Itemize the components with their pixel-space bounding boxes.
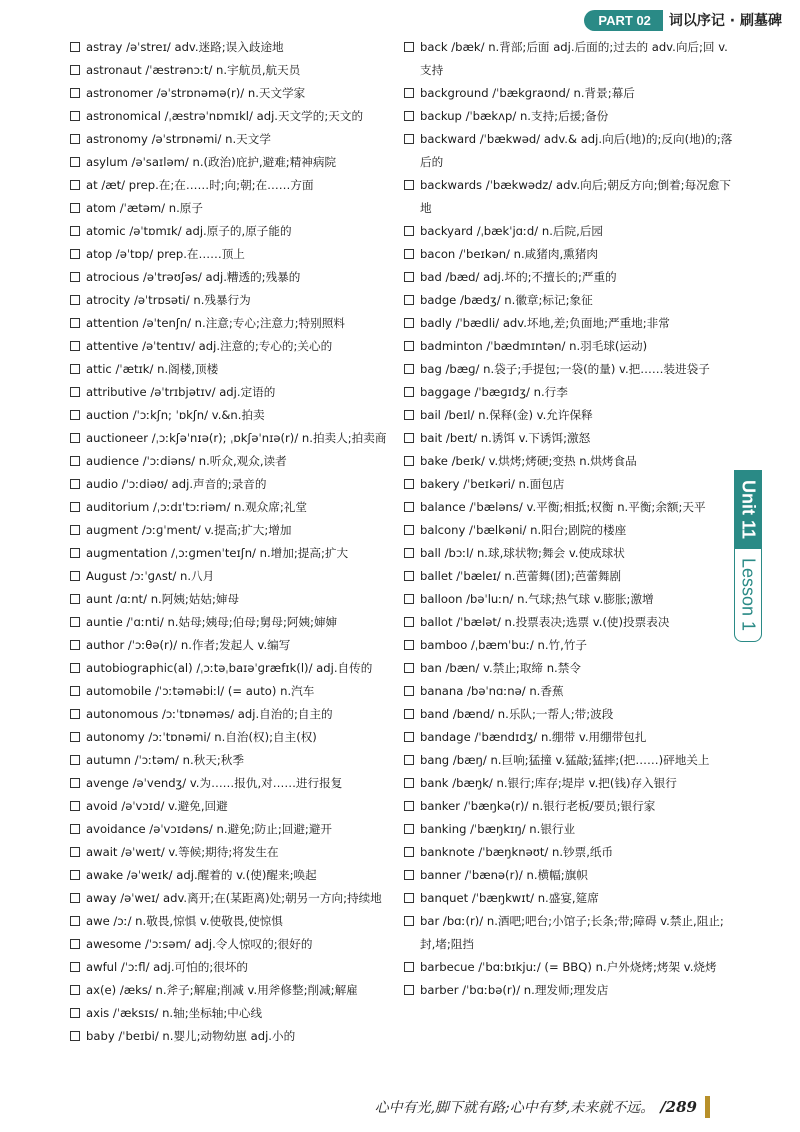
vocab-entry-text: audience /ˈɔːdiəns/ n.听众,观众,读者 [86,454,287,468]
vocab-entry-text: bacon /ˈbeɪkən/ n.咸猪肉,熏猪肉 [420,247,598,261]
vocab-entry-text: awake /əˈweɪk/ adj.醒着的 v.(使)醒来;唤起 [86,868,317,882]
vocab-entry [70,657,415,680]
vocab-entry [70,680,415,703]
vocab-entry [404,542,734,565]
vocab-entry-text: ballot /ˈbælət/ n.投票表决;选票 v.(使)投票表决 [420,615,670,629]
vocab-entry [70,197,415,220]
vocab-entry [70,151,415,174]
vocab-entry [404,818,734,841]
vocab-entry-text: autobiographic(al) /ˌɔːtəˌbaɪəˈɡræfɪk(l)/ adj.自传的 [86,661,373,675]
vocab-entry [404,887,734,910]
vocab-entry-text: astronomical /ˌæstrəˈnɒmɪkl/ adj.天文学的;天文的 [86,109,364,123]
vocab-entry-text: awesome /ˈɔːsəm/ adj.令人惊叹的;很好的 [86,937,313,951]
vocab-entry-text: balcony /ˈbælkəni/ n.阳台;剧院的楼座 [420,523,627,537]
vocab-entry-text: barber /ˈbɑːbə(r)/ n.理发师;理发店 [420,983,609,997]
vocab-entry-text: asylum /əˈsaɪləm/ n.(政治)庇护,避难;精神病院 [86,155,337,169]
vocab-entry [70,128,415,151]
vocab-entry-text: atom /ˈætəm/ n.原子 [86,201,203,215]
vocab-entry-text: awful /ˈɔːfl/ adj.可怕的;很坏的 [86,960,249,974]
vocab-entry [70,496,415,519]
vocab-entry-text: astray /əˈstreɪ/ adv.迷路;误入歧途地 [86,40,284,54]
vocab-entry [404,680,734,703]
vocab-entry-text: bank /bæŋk/ n.银行;库存;堤岸 v.把(钱)存入银行 [420,776,677,790]
vocab-entry [70,243,415,266]
vocab-entry-text: auction /ˈɔːkʃn; ˈɒkʃn/ v.&n.拍卖 [86,408,265,422]
checkbox-square-icon[interactable] [404,272,414,282]
vocab-entry [70,82,415,105]
checkbox-square-icon[interactable] [404,387,414,397]
checkbox-square-icon[interactable] [70,985,80,995]
vocab-entry [404,404,734,427]
checkbox-square-icon[interactable] [70,732,80,742]
checkbox-square-icon[interactable] [70,962,80,972]
vocab-entry-text: avoid /əˈvɔɪd/ v.避免,回避 [86,799,228,813]
checkbox-square-icon[interactable] [70,295,80,305]
checkbox-square-icon[interactable] [404,88,414,98]
vocab-entry [404,496,734,519]
checkbox-square-icon[interactable] [70,249,80,259]
vocab-entry [404,128,734,174]
checkbox-square-icon[interactable] [70,88,80,98]
vocab-entry [404,979,734,1002]
vocab-entry-text: back /bæk/ n.背部;后面 adj.后面的;过去的 adv.向后;回 v.支持 [420,40,728,77]
page-footer [375,1096,710,1118]
vocab-entry [404,519,734,542]
vocab-entry-text: augment /ɔːɡˈment/ v.提高;扩大;增加 [86,523,292,537]
vocab-entry [70,565,415,588]
vocab-entry [404,864,734,887]
vocab-entry-text: author /ˈɔːθə(r)/ n.作者;发起人 v.编写 [86,638,291,652]
vocab-entry [404,473,734,496]
vocab-entry-text: backward /ˈbækwəd/ adv.& adj.向后(地)的;反向(地)的;落后的 [420,132,733,169]
checkbox-square-icon[interactable] [70,203,80,213]
checkbox-square-icon[interactable] [70,525,80,535]
vocab-entry-text: backyard /ˌbækˈjɑːd/ n.后院,后园 [420,224,603,238]
vocab-entry [404,634,734,657]
vocab-entry-text: attic /ˈætɪk/ n.阁楼,顶楼 [86,362,219,376]
checkbox-square-icon[interactable] [404,295,414,305]
vocab-entry-text: awe /ɔː/ n.敬畏,惊惧 v.使敬畏,使惊惧 [86,914,283,928]
vocab-entry [70,1002,415,1025]
vocab-entry [404,611,734,634]
vocab-entry-text: await /əˈweɪt/ v.等候;期待;将发生在 [86,845,279,859]
vocab-entry [70,795,415,818]
checkbox-square-icon[interactable] [70,893,80,903]
vocab-entry [70,381,415,404]
checkbox-square-icon[interactable] [70,433,80,443]
checkbox-square-icon[interactable] [70,847,80,857]
checkbox-square-icon[interactable] [70,111,80,121]
page-number: /289 [660,1098,697,1116]
vocab-entry-text: balloon /bəˈluːn/ n.气球;热气球 v.膨胀;激增 [420,592,654,606]
vocab-entry [404,772,734,795]
checkbox-square-icon[interactable] [70,364,80,374]
checkbox-square-icon[interactable] [70,42,80,52]
unit-label-box [735,471,761,549]
checkbox-square-icon[interactable] [404,640,414,650]
checkbox-square-icon[interactable] [70,180,80,190]
vocab-entry-text: atrocious /əˈtrəʊʃəs/ adj.糟透的;残暴的 [86,270,301,284]
checkbox-square-icon[interactable] [70,134,80,144]
vocab-entry [404,36,734,82]
vocab-entry-text: autumn /ˈɔːtəm/ n.秋天;秋季 [86,753,244,767]
vocab-entry [404,312,734,335]
checkbox-square-icon[interactable] [404,594,414,604]
vocab-entry [404,565,734,588]
vocab-entry [404,427,734,450]
checkbox-square-icon[interactable] [70,801,80,811]
vocab-entry [70,519,415,542]
vocab-entry-text: bandage /ˈbændɪdʒ/ n.绷带 v.用绷带包扎 [420,730,647,744]
vocab-entry [70,105,415,128]
vocab-entry-text: bag /bæɡ/ n.袋子;手提包;一袋(的量) v.把……装进袋子 [420,362,710,376]
vocab-entry [70,358,415,381]
vocab-entry [70,450,415,473]
checkbox-square-icon[interactable] [404,548,414,558]
unit-side-tab [734,470,762,642]
checkbox-square-icon[interactable] [404,870,414,880]
checkbox-square-icon[interactable] [404,663,414,673]
checkbox-square-icon[interactable] [70,870,80,880]
vocab-entry [70,887,415,910]
checkbox-square-icon[interactable] [404,755,414,765]
checkbox-square-icon[interactable] [70,456,80,466]
page-header [584,8,782,32]
checkbox-square-icon[interactable] [70,387,80,397]
vocab-entry-text: August /ɔːˈɡʌst/ n.八月 [86,569,215,583]
vocab-entry-text: aunt /ɑːnt/ n.阿姨;姑姑;婶母 [86,592,240,606]
vocab-entry-text: backwards /ˈbækwədz/ adv.向后;朝反方向;倒着;每况愈下地 [420,178,731,215]
checkbox-square-icon[interactable] [70,824,80,834]
vocab-entry-text: baby /ˈbeɪbi/ n.婴儿;动物幼崽 adj.小的 [86,1029,296,1043]
vocab-entry [70,772,415,795]
checkbox-square-icon[interactable] [70,1031,80,1041]
checkbox-square-icon[interactable] [404,893,414,903]
vocab-entry [70,841,415,864]
vocab-entry-text: autonomy /ɔːˈtɒnəmi/ n.自治(权);自主(权) [86,730,317,744]
vocab-entry [70,427,415,450]
vocab-entry [404,358,734,381]
checkbox-square-icon[interactable] [70,502,80,512]
vocab-entry [70,404,415,427]
unit-label: Unit 11 [738,480,759,540]
vocab-entry [70,703,415,726]
vocab-entry-text: barbecue /ˈbɑːbɪkjuː/ (= BBQ) n.户外烧烤;烤架 v.烧烤 [420,960,717,974]
vocab-entry [70,335,415,358]
vocab-entry [404,956,734,979]
vocab-entry-text: automobile /ˈɔːtəməbiːl/ (= auto) n.汽车 [86,684,315,698]
vocab-entry-text: ban /bæn/ v.禁止;取缔 n.禁令 [420,661,581,675]
checkbox-square-icon[interactable] [404,433,414,443]
vocab-entry [70,36,415,59]
checkbox-square-icon[interactable] [404,571,414,581]
part-badge: PART 02 [584,10,663,31]
vocab-entry [70,726,415,749]
vocab-entry [70,979,415,1002]
checkbox-square-icon[interactable] [70,272,80,282]
vocab-entry [404,266,734,289]
vocab-entry [404,703,734,726]
checkbox-square-icon[interactable] [404,42,414,52]
vocab-entry-text: at /æt/ prep.在;在……时;向;朝;在……方面 [86,178,314,192]
vocab-entry-text: augmentation /ˌɔːɡmenˈteɪʃn/ n.增加;提高;扩大 [86,546,349,560]
vocab-entry-text: atrocity /əˈtrɒsəti/ n.残暴行为 [86,293,251,307]
vocab-entry [404,657,734,680]
checkbox-square-icon[interactable] [70,1008,80,1018]
vocab-entry [70,910,415,933]
checkbox-square-icon[interactable] [404,410,414,420]
vocab-entry-text: bang /bæŋ/ n.巨响;猛撞 v.猛敲;猛摔;(把……)砰地关上 [420,753,710,767]
vocab-entry-text: audio /ˈɔːdiəʊ/ adj.声音的;录音的 [86,477,267,491]
checkbox-square-icon[interactable] [70,410,80,420]
checkbox-square-icon[interactable] [404,226,414,236]
checkbox-square-icon[interactable] [70,226,80,236]
vocab-entry-text: attentive /əˈtentɪv/ adj.注意的;专心的;关心的 [86,339,333,353]
checkbox-square-icon[interactable] [404,341,414,351]
vocab-entry [70,266,415,289]
vocab-entry-text: badge /bædʒ/ n.徽章;标记;象征 [420,293,593,307]
vocab-entry [404,105,734,128]
vocab-entry-text: astronomer /əˈstrɒnəmə(r)/ n.天文学家 [86,86,306,100]
checkbox-square-icon[interactable] [70,341,80,351]
vocab-entry-text: autonomous /ɔːˈtɒnəməs/ adj.自治的;自主的 [86,707,333,721]
vocab-entry-text: bad /bæd/ adj.坏的;不擅长的;严重的 [420,270,617,284]
left-word-column [70,36,415,1048]
vocab-entry-text: astronomy /əˈstrɒnəmi/ n.天文学 [86,132,271,146]
vocab-entry [70,588,415,611]
vocab-entry [70,634,415,657]
vocab-entry-text: ballet /ˈbæleɪ/ n.芭蕾舞(团);芭蕾舞剧 [420,569,622,583]
lesson-label-box [738,549,759,641]
vocab-entry-text: ax(e) /æks/ n.斧子;解雇;削减 v.用斧修整;削减;解雇 [86,983,358,997]
vocab-entry-text: banana /bəˈnɑːnə/ n.香蕉 [420,684,564,698]
vocab-entry [70,1025,415,1048]
right-word-column [404,36,734,1002]
checkbox-square-icon[interactable] [404,962,414,972]
checkbox-square-icon[interactable] [404,801,414,811]
vocab-entry [404,588,734,611]
checkbox-square-icon[interactable] [404,364,414,374]
vocab-entry-text: avenge /əˈvendʒ/ v.为……报仇,对……进行报复 [86,776,343,790]
vocab-entry-text: bake /beɪk/ v.烘烤;烤硬;变热 n.烘烤食品 [420,454,637,468]
vocab-entry [70,818,415,841]
checkbox-square-icon[interactable] [404,134,414,144]
checkbox-square-icon[interactable] [404,456,414,466]
vocab-entry-text: atomic /əˈtɒmɪk/ adj.原子的,原子能的 [86,224,292,238]
vocab-entry-text: axis /ˈæksɪs/ n.轴;坐标轴;中心线 [86,1006,263,1020]
vocab-entry-text: bamboo /ˌbæmˈbuː/ n.竹,竹子 [420,638,588,652]
checkbox-square-icon[interactable] [404,732,414,742]
vocab-entry-text: bail /beɪl/ n.保释(金) v.允许保释 [420,408,593,422]
vocab-entry [70,542,415,565]
checkbox-square-icon[interactable] [70,640,80,650]
checkbox-square-icon[interactable] [404,847,414,857]
vocab-entry-text: backup /ˈbækʌp/ n.支持;后援;备份 [420,109,609,123]
vocab-entry-text: bakery /ˈbeɪkəri/ n.面包店 [420,477,565,491]
vocab-entry-text: baggage /ˈbæɡɪdʒ/ n.行李 [420,385,568,399]
vocab-entry [404,450,734,473]
vocab-entry [70,956,415,979]
section-title: 词以序记 · 刷墓碑 [668,13,782,29]
vocab-entry [70,473,415,496]
vocab-entry-text: bar /bɑː(r)/ n.酒吧;吧台;小馆子;长条;带;障碍 v.禁止,阻止;封,堵;阻挡 [420,914,724,951]
checkbox-square-icon[interactable] [70,663,80,673]
page-number-bar [705,1096,710,1118]
checkbox-square-icon[interactable] [404,111,414,121]
vocab-entry-text: auditorium /ˌɔːdɪˈtɔːriəm/ n.观众席;礼堂 [86,500,307,514]
vocab-entry-text: balance /ˈbæləns/ v.平衡;相抵;权衡 n.平衡;余额;天平 [420,500,706,514]
vocab-entry [70,220,415,243]
vocab-entry-text: atop /əˈtɒp/ prep.在……顶上 [86,247,245,261]
vocab-entry [70,59,415,82]
vocab-entry [404,82,734,105]
vocab-entry [404,749,734,772]
lesson-label: Lesson 1 [738,558,759,632]
checkbox-square-icon[interactable] [70,571,80,581]
vocab-entry-text: attention /əˈtenʃn/ n.注意;专心;注意力;特别照料 [86,316,345,330]
checkbox-square-icon[interactable] [404,180,414,190]
vocab-entry [404,289,734,312]
vocab-entry-text: badminton /ˈbædmɪntən/ n.羽毛球(运动) [420,339,648,353]
vocab-entry [70,864,415,887]
checkbox-square-icon[interactable] [70,939,80,949]
checkbox-square-icon[interactable] [404,985,414,995]
vocab-entry-text: away /əˈweɪ/ adv.离开;在(某距离)处;朝另一方向;持续地 [86,891,382,905]
vocab-entry [70,611,415,634]
vocab-entry-text: auntie /ˈɑːnti/ n.姑母;姨母;伯母;舅母;阿姨;婶婶 [86,615,338,629]
vocab-entry-text: banner /ˈbænə(r)/ n.横幅;旗帜 [420,868,588,882]
vocab-entry [404,335,734,358]
footer-motto: 心中有光,脚下就有路;心中有梦,未来就不远。 [374,1100,655,1116]
checkbox-square-icon[interactable] [70,778,80,788]
checkbox-square-icon[interactable] [404,824,414,834]
checkbox-square-icon[interactable] [70,65,80,75]
vocab-entry [404,220,734,243]
vocab-entry [70,749,415,772]
vocab-entry-text: badly /ˈbædli/ adv.坏地,差;负面地;严重地;非常 [420,316,670,330]
checkbox-square-icon[interactable] [404,709,414,719]
checkbox-square-icon[interactable] [404,525,414,535]
vocab-entry-text: astronaut /ˈæstrənɔːt/ n.宇航员,航天员 [86,63,301,77]
vocab-entry-text: ball /bɔːl/ n.球,球状物;舞会 v.使成球状 [420,546,625,560]
checkbox-square-icon[interactable] [70,318,80,328]
checkbox-square-icon[interactable] [70,709,80,719]
vocab-entry [404,841,734,864]
vocab-entry-text: background /ˈbækɡraʊnd/ n.背景;幕后 [420,86,635,100]
checkbox-square-icon[interactable] [70,479,80,489]
checkbox-square-icon[interactable] [70,594,80,604]
checkbox-square-icon[interactable] [404,778,414,788]
vocab-entry-text: auctioneer /ˌɔːkʃəˈnɪə(r); ˌɒkʃəˈnɪə(r)/ n.拍卖人;拍卖商 [86,431,387,445]
vocab-entry-text: banknote /ˈbæŋknəʊt/ n.钞票,纸币 [420,845,614,859]
checkbox-square-icon[interactable] [70,686,80,696]
checkbox-square-icon[interactable] [70,755,80,765]
vocab-entry [404,910,734,956]
vocab-entry-text: banker /ˈbæŋkə(r)/ n.银行老板/要员;银行家 [420,799,656,813]
vocab-entry-text: banking /ˈbæŋkɪŋ/ n.银行业 [420,822,576,836]
vocab-entry [404,243,734,266]
vocab-entry [404,795,734,818]
checkbox-square-icon[interactable] [404,916,414,926]
checkbox-square-icon[interactable] [404,686,414,696]
checkbox-square-icon[interactable] [404,249,414,259]
vocab-entry [404,726,734,749]
vocab-entry [404,174,734,220]
checkbox-square-icon[interactable] [404,617,414,627]
vocab-entry-text: band /bænd/ n.乐队;一帮人;带;波段 [420,707,614,721]
vocab-entry-text: avoidance /əˈvɔɪdəns/ n.避免;防止;回避;避开 [86,822,333,836]
checkbox-square-icon[interactable] [404,502,414,512]
vocab-entry-text: bait /beɪt/ n.诱饵 v.下诱饵;激怒 [420,431,591,445]
vocab-entry [404,381,734,404]
vocab-entry-text: banquet /ˈbæŋkwɪt/ n.盛宴,筵席 [420,891,599,905]
vocab-entry [70,933,415,956]
vocab-entry [70,174,415,197]
checkbox-square-icon[interactable] [70,548,80,558]
checkbox-square-icon[interactable] [70,617,80,627]
vocab-entry-text: attributive /əˈtrɪbjətɪv/ adj.定语的 [86,385,276,399]
vocab-entry [70,312,415,335]
checkbox-square-icon[interactable] [70,157,80,167]
checkbox-square-icon[interactable] [70,916,80,926]
checkbox-square-icon[interactable] [404,479,414,489]
vocab-entry [70,289,415,312]
checkbox-square-icon[interactable] [404,318,414,328]
